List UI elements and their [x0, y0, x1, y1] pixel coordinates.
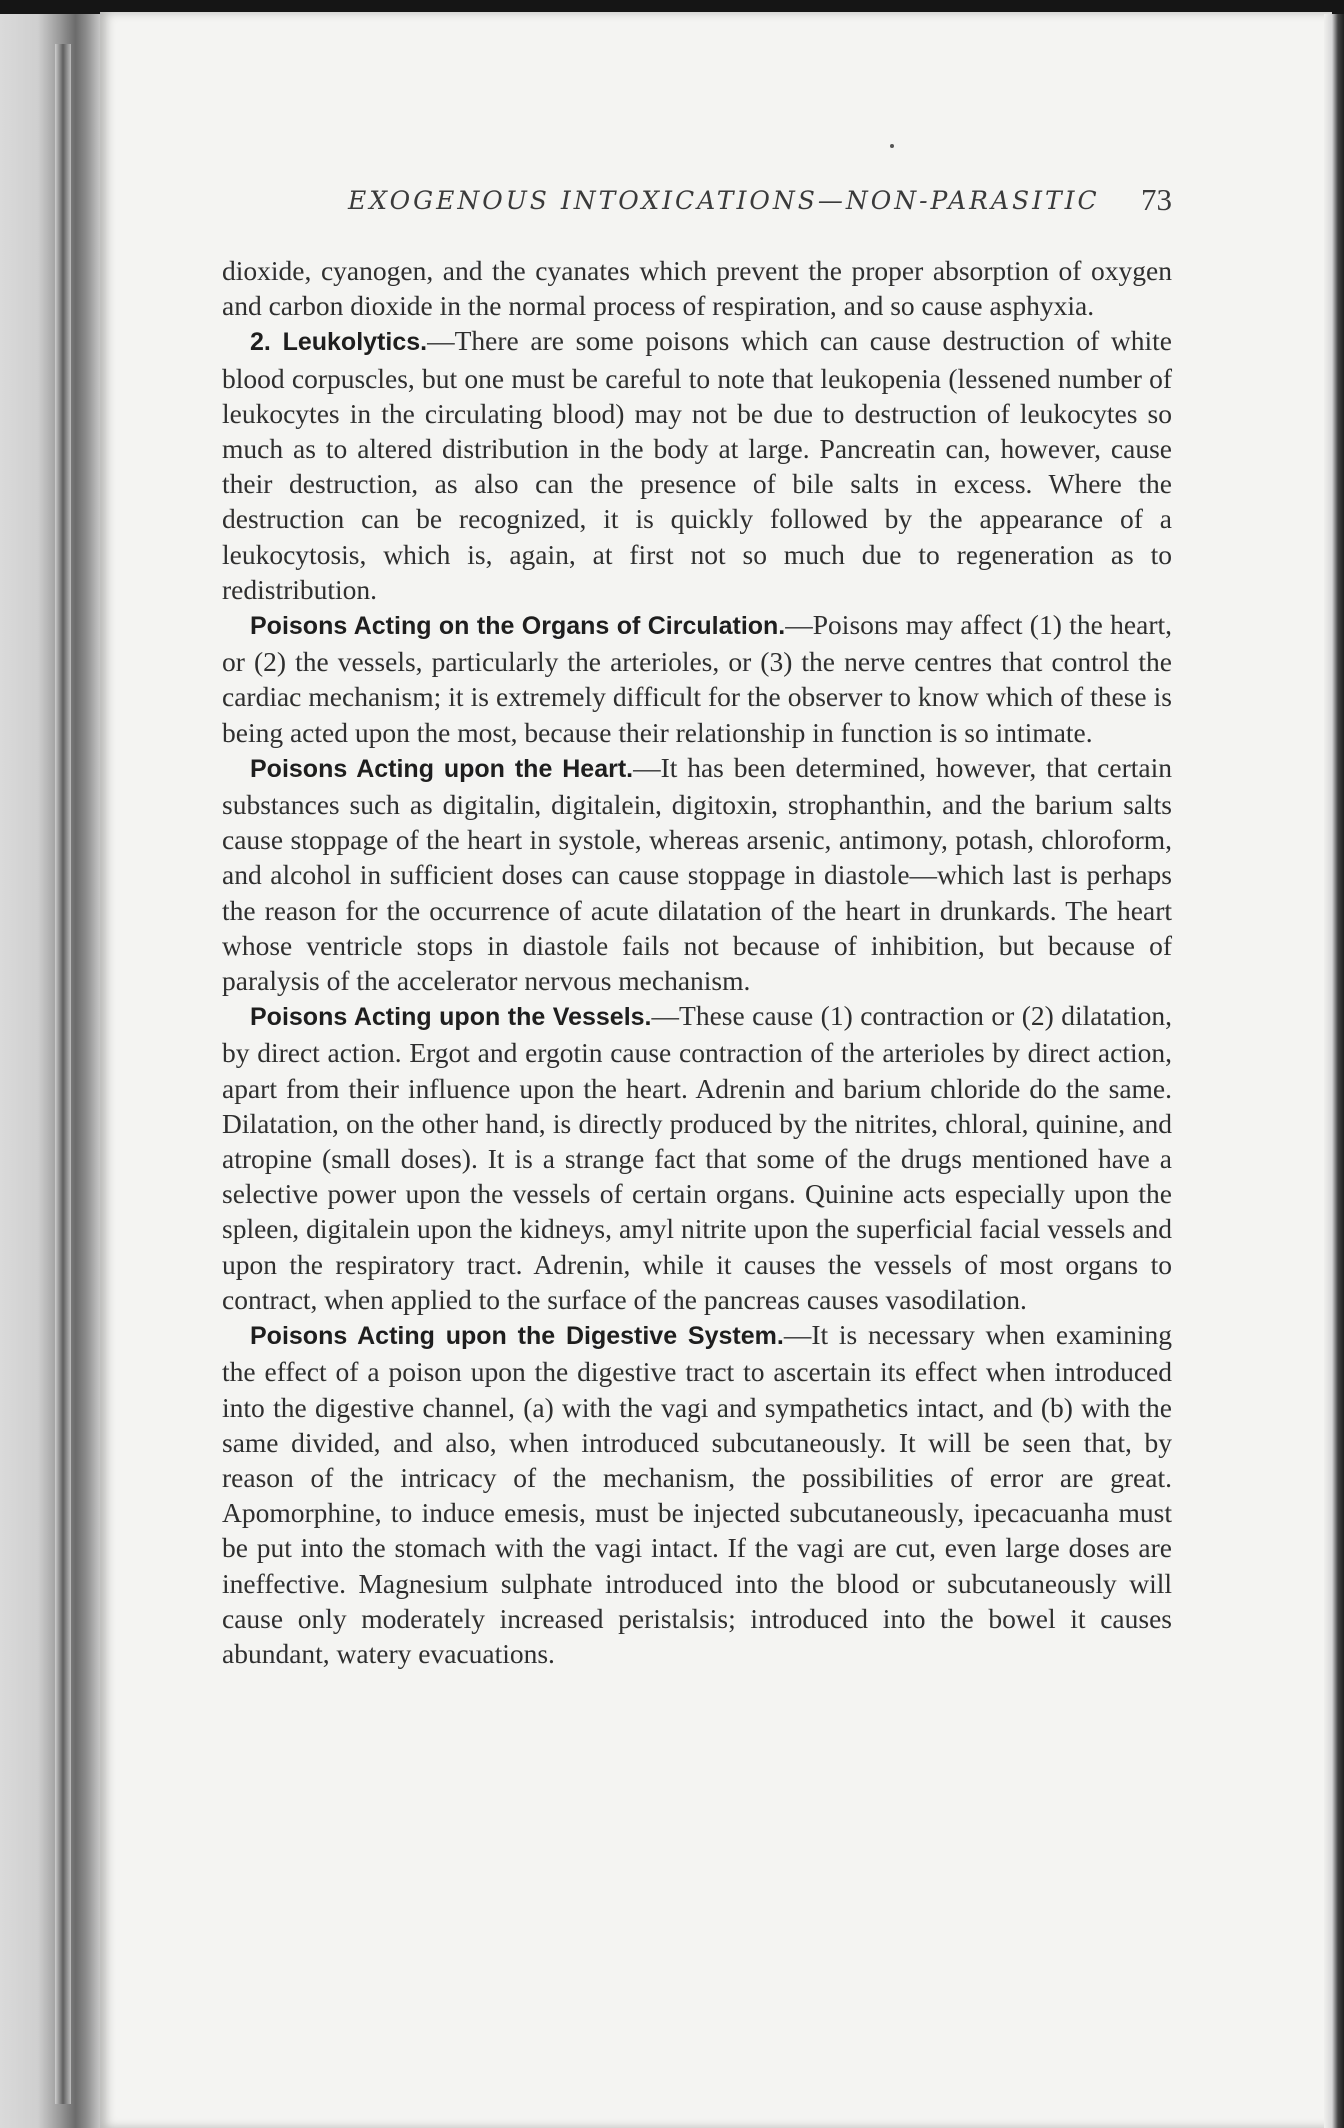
- paragraph: [222, 323, 1172, 607]
- paragraph-text: dioxide, cyanogen, and the cyanates which prevent the proper absorption of oxygen and carbon dioxide in the normal process of respiration, and so cause asphyxia.: [222, 255, 1172, 322]
- page-number: 73: [1141, 182, 1172, 217]
- paragraph-heading: Poisons Acting upon the Heart.: [250, 754, 634, 783]
- dust-speck: [890, 144, 894, 148]
- binding-shadow: [55, 44, 71, 2104]
- left-page-edge: [0, 14, 108, 2128]
- paragraph: [222, 998, 1172, 1317]
- running-head: [220, 182, 1172, 222]
- body-text: [222, 253, 1172, 1671]
- paragraph: [222, 253, 1172, 323]
- right-page-edge: [1324, 14, 1344, 2128]
- paragraph-text: —It has been determined, however, that certain substances such as digitalin, digitalein, digitoxin, strophanthin, and the barium salts cause stoppage of the heart in systole, whereas arsenic, antimony, potash, chloroform, and alcohol in sufficient doses can cause stoppage in diastole—which last is perhaps the reason for the occurrence of acute dilatation of the heart in drunkards. The heart whose ventricle stops in diastole fails not because of inhibition, but because of paralysis of the accelerator nervous mechanism.: [222, 751, 1172, 997]
- paragraph-text: —Poisons may affect (1) the heart, or (2) the vessels, particularly the arterioles, or (3) the nerve centres that control the cardiac mechanism; it is extremely difficult for the observer to know which of these is being acted upon the most, because their relationship in function is so intimate.: [222, 609, 1172, 748]
- paragraph-text: —These cause (1) contraction or (2) dilatation, by direct action. Ergot and ergotin cause contraction of the arterioles by direct action, apart from their influence upon the heart. Adrenin and barium chloride do the same. Dilatation, on the other hand, is directly produced by the nitrites, chloral, quinine, and atropine (small doses). It is a strange fact that some of the drugs mentioned have a selective power upon the vessels of certain organs. Quinine acts especially upon the spleen, digitalein upon the kidneys, amyl nitrite upon the superficial facial vessels and upon the respiratory tract. Adrenin, while it causes the vessels of most organs to contract, when applied to the surface of the pancreas causes vasodilation.: [222, 1000, 1172, 1315]
- paragraph-heading: 2. Leukolytics.: [250, 328, 428, 357]
- paragraph: [222, 607, 1172, 750]
- paragraph-text: —There are some poisons which can cause destruction of white blood corpuscles, but one must be careful to note that leukopenia (lessened number of leukocytes in the circulating blood) may not be due to destruction of leukocytes so much as to altered distribution in the body at large. Pancreatin can, however, cause their destruction, as also can the presence of bile salts in excess. Where the destruction can be recognized, it is quickly followed by the appearance of a leukocytosis, which is, again, at first not so much due to regeneration as to redistribution.: [222, 325, 1172, 605]
- paragraph: [222, 1317, 1172, 1671]
- paragraph: [222, 750, 1172, 998]
- paragraph-heading: Poisons Acting on the Organs of Circulation.: [250, 612, 786, 641]
- running-title: EXOGENOUS INTOXICATIONS—NON-PARASITIC: [348, 186, 1100, 215]
- paragraph-heading: Poisons Acting upon the Digestive System.: [250, 1322, 784, 1351]
- paragraph-text: —It is necessary when examining the effect of a poison upon the digestive tract to ascertain its effect when introduced into the digestive channel, (a) with the vagi and sympathetics intact, and (b) with the same divided, and also, when introduced subcutaneously. It will be seen that, by reason of the intricacy of the mechanism, the possibilities of error are great. Apomorphine, to induce emesis, must be injected subcutaneously, ipecacuanha must be put into the stomach with the vagi intact. If the vagi are cut, even large doses are ineffective. Magnesium sulphate introduced into the blood or subcutaneously will cause only moderately increased peristalsis; introduced into the bowel it causes abundant, watery evacuations.: [222, 1319, 1172, 1669]
- paragraph-heading: Poisons Acting upon the Vessels.: [250, 1003, 652, 1032]
